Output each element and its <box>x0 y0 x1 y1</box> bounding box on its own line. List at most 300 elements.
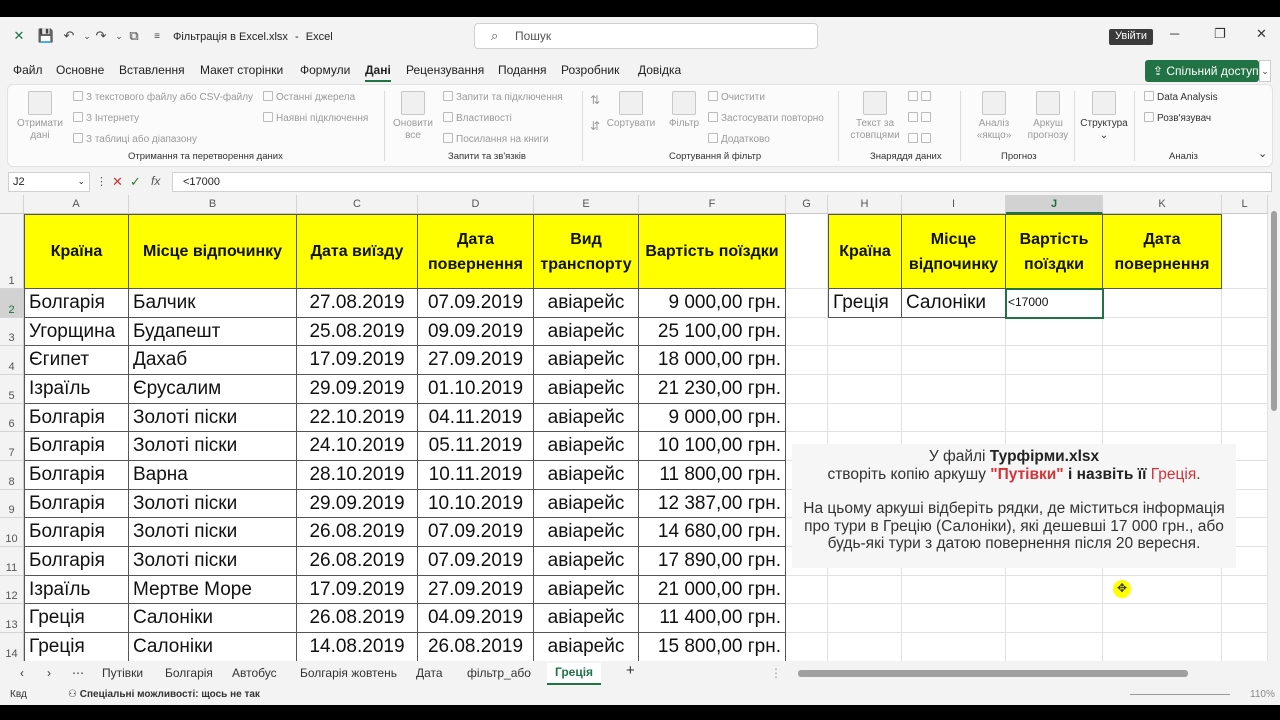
tab-insert[interactable]: Вставлення <box>119 63 185 77</box>
remove-duplicates-icon[interactable] <box>908 112 934 124</box>
close-icon[interactable]: ✕ <box>1256 26 1267 41</box>
cell[interactable] <box>828 576 902 604</box>
cell[interactable] <box>786 346 828 375</box>
app-name: Excel <box>305 31 333 43</box>
row-header-9[interactable]: 9 <box>0 490 24 518</box>
table-cell[interactable]: 9 000,00 грн. <box>639 289 786 318</box>
sheet-tab[interactable]: фільтр_або <box>467 666 531 680</box>
table-cell[interactable]: авіарейс <box>534 490 639 518</box>
window-title: Фільтрація в Excel.xlsx - Excel <box>173 31 333 43</box>
sheet-tab[interactable]: Дата <box>416 666 443 680</box>
sheet-tabs-bar <box>0 661 1280 685</box>
cell[interactable] <box>1103 633 1222 662</box>
table-cell[interactable]: 21 000,00 грн. <box>639 576 786 604</box>
worksheet-grid[interactable] <box>0 195 1268 669</box>
column-header-C[interactable]: C <box>297 195 418 214</box>
cell[interactable] <box>786 214 828 289</box>
cell[interactable] <box>902 375 1006 404</box>
data-analysis-button[interactable] <box>1144 91 1218 103</box>
cancel-icon[interactable]: ✕ <box>112 174 123 189</box>
collapse-ribbon-icon[interactable]: ⌄ <box>1258 148 1268 160</box>
table-cell[interactable]: Болгарія <box>24 432 129 461</box>
cell[interactable] <box>1222 604 1268 633</box>
customize-toolbar-icon[interactable]: ≡ <box>154 30 160 42</box>
data-analysis-icon <box>1144 91 1154 101</box>
table-cell[interactable]: Угорщина <box>24 318 129 346</box>
table-cell[interactable]: 01.10.2019 <box>418 375 534 404</box>
redo-icon[interactable]: ↷ <box>95 28 107 43</box>
table-cell[interactable]: Варна <box>129 461 297 490</box>
more-icon: ⋮ <box>96 176 107 188</box>
cell[interactable] <box>1103 318 1222 346</box>
table-cell[interactable]: Будапешт <box>129 318 297 346</box>
formula-bar <box>0 172 1280 194</box>
from-table-button[interactable] <box>73 133 197 145</box>
table-header[interactable]: Країна <box>24 214 129 289</box>
column-header-I[interactable]: I <box>902 195 1006 214</box>
data-validation-icon[interactable] <box>908 133 934 145</box>
properties-button[interactable] <box>443 112 512 124</box>
group-get-transform: Отримання та перетворення даних <box>128 151 283 162</box>
from-table-label: З таблиці або діапазону <box>86 134 197 145</box>
table-cell[interactable]: Мертве Море <box>129 576 297 604</box>
tab-help[interactable]: Довідка <box>638 63 682 77</box>
cell[interactable] <box>1103 404 1222 432</box>
reapply-button[interactable] <box>708 112 824 124</box>
sort-az-icon[interactable]: ⇅ <box>590 93 601 107</box>
status-bar <box>0 685 1280 705</box>
cell[interactable] <box>1222 633 1268 662</box>
cell[interactable] <box>1006 318 1103 346</box>
macro-icon[interactable]: ⧉ <box>129 28 139 43</box>
restore-icon[interactable]: ❐ <box>1214 26 1226 41</box>
ribbon <box>7 84 1273 167</box>
queries-connections-label: Запити та підключення <box>456 92 563 103</box>
ribbon-separator <box>1074 91 1075 161</box>
recent-icon <box>263 91 273 101</box>
table-cell[interactable]: авіарейс <box>534 432 639 461</box>
data-analysis-label: Data Analysis <box>1157 92 1218 103</box>
row-header-14[interactable]: 14 <box>0 633 24 662</box>
table-cell[interactable]: 26.08.2019 <box>297 547 418 576</box>
table-cell[interactable]: авіарейс <box>534 547 639 576</box>
edit-links-button[interactable] <box>443 133 549 145</box>
table-cell[interactable]: 07.09.2019 <box>418 289 534 318</box>
row-header-3[interactable]: 3 <box>0 318 24 346</box>
cell[interactable] <box>902 633 1006 662</box>
tab-page-layout[interactable]: Макет сторінки <box>200 63 284 77</box>
forecast-sheet-button[interactable] <box>1020 91 1076 142</box>
criteria-cell[interactable]: <17000 <box>1006 289 1103 318</box>
note-text: . <box>1196 465 1201 483</box>
criteria-header[interactable]: Вартість поїздки <box>1006 214 1103 289</box>
table-cell[interactable]: Золоті піски <box>129 404 297 432</box>
undo-dropdown-icon[interactable]: ⌄ <box>83 30 91 41</box>
table-cell[interactable]: авіарейс <box>534 461 639 490</box>
table-cell[interactable]: 07.09.2019 <box>418 547 534 576</box>
sheet-tab[interactable]: Болгарія <box>165 666 213 680</box>
tab-developer[interactable]: Розробник <box>561 63 620 77</box>
enter-icon[interactable]: ✓ <box>130 174 141 189</box>
vertical-scroll-thumb[interactable] <box>1271 211 1277 411</box>
table-cell[interactable]: Болгарія <box>24 490 129 518</box>
cell[interactable] <box>1103 346 1222 375</box>
minimize-icon[interactable]: ─ <box>1170 26 1180 41</box>
what-if-icon <box>982 91 1006 115</box>
table-cell[interactable]: 14 680,00 грн. <box>639 518 786 547</box>
row-header-4[interactable]: 4 <box>0 346 24 375</box>
table-cell[interactable]: Балчик <box>129 289 297 318</box>
table-cell[interactable]: Болгарія <box>24 547 129 576</box>
table-cell[interactable]: 10.10.2019 <box>418 490 534 518</box>
cell[interactable] <box>902 346 1006 375</box>
recent-sources-button[interactable] <box>263 91 355 103</box>
cell[interactable] <box>828 318 902 346</box>
select-all-corner[interactable] <box>0 195 24 214</box>
web-icon <box>73 112 83 122</box>
filter-label: Фільтр <box>668 118 700 129</box>
active-cell-border <box>1005 288 1104 319</box>
queries-connections-button[interactable] <box>443 91 563 103</box>
table-cell[interactable]: 27.09.2019 <box>418 346 534 375</box>
cell[interactable] <box>902 318 1006 346</box>
tab-view[interactable]: Подання <box>498 63 547 77</box>
table-cell[interactable]: 17.09.2019 <box>297 346 418 375</box>
cell[interactable] <box>786 318 828 346</box>
row-header-2[interactable]: 2 <box>0 289 24 318</box>
table-cell[interactable]: 29.09.2019 <box>297 375 418 404</box>
table-cell[interactable]: авіарейс <box>534 604 639 633</box>
more-sheets-icon[interactable]: ⋯ <box>72 666 84 680</box>
recent-sources-label: Останні джерела <box>276 92 356 103</box>
table-cell[interactable]: авіарейс <box>534 289 639 318</box>
row-header-6[interactable]: 6 <box>0 404 24 432</box>
table-header[interactable]: Вид транспорту <box>534 214 639 289</box>
ribbon-separator <box>384 91 385 161</box>
add-sheet-icon[interactable]: + <box>626 662 635 679</box>
table-cell[interactable]: Салоніки <box>129 604 297 633</box>
table-cell[interactable]: 11 400,00 грн. <box>639 604 786 633</box>
formula-text: <17000 <box>183 176 221 188</box>
search-placeholder: Пошук <box>515 29 552 43</box>
table-cell[interactable]: Золоті піски <box>129 432 297 461</box>
table-cell[interactable]: авіарейс <box>534 346 639 375</box>
table-cell[interactable]: Греція <box>24 604 129 633</box>
vertical-scrollbar[interactable] <box>1268 195 1280 669</box>
table-cell[interactable]: авіарейс <box>534 633 639 662</box>
outline-button[interactable]: Структура ⌄ <box>1076 91 1132 142</box>
cell[interactable] <box>828 375 902 404</box>
column-header-B[interactable]: B <box>129 195 297 214</box>
table-cell[interactable]: 05.11.2019 <box>418 432 534 461</box>
table-cell[interactable]: 17 890,00 грн. <box>639 547 786 576</box>
sheet-bar-more-icon[interactable]: ⋮ <box>770 666 782 680</box>
note-paragraph: На цьому аркуші відберіть рядки, де міститься інформація про тури в Грецію (Салоніки), які дешевші 17 000 грн., або будь-які тури з датою повернення після 20 вересня. <box>803 500 1225 552</box>
table-cell[interactable]: Золоті піски <box>129 518 297 547</box>
edit-links-label: Посилання на книги <box>456 134 549 145</box>
forecast-sheet-label: Аркуш прогнозу <box>1027 118 1069 141</box>
column-header-K[interactable]: K <box>1103 195 1222 214</box>
table-cell[interactable]: 04.11.2019 <box>418 404 534 432</box>
cell[interactable] <box>902 404 1006 432</box>
cell[interactable] <box>1006 346 1103 375</box>
cell[interactable] <box>1006 404 1103 432</box>
from-web-button[interactable] <box>73 112 139 124</box>
file-name: Фільтрація в Excel.xlsx <box>173 31 288 43</box>
row-header-7[interactable]: 7 <box>0 432 24 461</box>
ribbon-separator <box>960 91 961 161</box>
table-cell[interactable]: 28.10.2019 <box>297 461 418 490</box>
accessibility-icon: ⚇ <box>68 689 77 700</box>
from-csv-label: З текстового файлу або CSV-файлу <box>86 92 254 103</box>
table-cell[interactable]: 04.09.2019 <box>418 604 534 633</box>
cell[interactable] <box>1103 604 1222 633</box>
cell[interactable] <box>1006 375 1103 404</box>
criteria-cell[interactable]: Салоніки <box>902 289 1006 318</box>
criteria-header[interactable]: Дата повернення <box>1103 214 1222 289</box>
table-cell[interactable]: Болгарія <box>24 289 129 318</box>
cell[interactable] <box>902 576 1006 604</box>
redo-dropdown-icon[interactable]: ⌄ <box>115 30 123 41</box>
cell[interactable] <box>1006 633 1103 662</box>
column-header-D[interactable]: D <box>418 195 534 214</box>
column-header-L[interactable]: L <box>1222 195 1268 214</box>
search-box[interactable] <box>474 23 818 49</box>
share-dropdown-icon[interactable]: ⌄ <box>1259 60 1271 82</box>
column-header-G[interactable]: G <box>786 195 828 214</box>
table-cell[interactable]: 11 800,00 грн. <box>639 461 786 490</box>
queries-icon <box>443 91 453 101</box>
criteria-header[interactable]: Країна <box>828 214 902 289</box>
prev-sheet-icon[interactable]: ‹ <box>20 666 24 680</box>
filter-button[interactable] <box>662 91 706 130</box>
links-icon <box>443 133 453 143</box>
solver-button[interactable] <box>1144 112 1211 124</box>
name-box-dropdown-icon[interactable]: ⌄ <box>77 176 85 186</box>
column-header-E[interactable]: E <box>534 195 639 214</box>
insert-function-icon[interactable]: fx <box>151 174 161 188</box>
cell[interactable] <box>828 604 902 633</box>
formula-input[interactable] <box>172 172 1272 192</box>
existing-connections-button[interactable] <box>263 112 368 124</box>
table-cell[interactable]: авіарейс <box>534 404 639 432</box>
table-cell[interactable]: Ізраїль <box>24 576 129 604</box>
sort-za-icon[interactable]: ⇵ <box>590 119 601 133</box>
table-cell[interactable]: 09.09.2019 <box>418 318 534 346</box>
group-data-tools: Знаряддя даних <box>870 151 942 162</box>
table-header[interactable]: Дата повернення <box>418 214 534 289</box>
note-text: і назвіть її <box>1063 465 1151 483</box>
advanced-button[interactable] <box>708 133 770 145</box>
table-cell[interactable]: авіарейс <box>534 375 639 404</box>
cell[interactable] <box>1222 404 1268 432</box>
cell[interactable] <box>828 633 902 662</box>
ribbon-separator <box>1134 91 1135 161</box>
note-filename: Турфірми.xlsx <box>989 448 1100 465</box>
cell[interactable] <box>1006 576 1103 604</box>
accessibility-status[interactable] <box>68 689 260 700</box>
zoom-slider[interactable] <box>1130 694 1230 695</box>
cell[interactable] <box>786 289 828 318</box>
table-cell[interactable]: авіарейс <box>534 576 639 604</box>
cell[interactable] <box>1006 604 1103 633</box>
row-header-1[interactable]: 1 <box>0 214 24 289</box>
table-cell[interactable]: 27.08.2019 <box>297 289 418 318</box>
cell[interactable] <box>1103 375 1222 404</box>
table-cell[interactable]: 10.11.2019 <box>418 461 534 490</box>
criteria-cell[interactable] <box>1103 289 1222 318</box>
table-cell[interactable]: Золоті піски <box>129 490 297 518</box>
table-cell[interactable]: 24.10.2019 <box>297 432 418 461</box>
table-cell[interactable]: авіарейс <box>534 518 639 547</box>
table-cell[interactable]: 21 230,00 грн. <box>639 375 786 404</box>
cell[interactable] <box>786 404 828 432</box>
table-cell[interactable]: 07.09.2019 <box>418 518 534 547</box>
accessibility-label: Спеціальні можливості: щось не так <box>79 689 260 700</box>
cell[interactable] <box>786 375 828 404</box>
row-header-11[interactable]: 11 <box>0 547 24 576</box>
table-cell[interactable]: 15 800,00 грн. <box>639 633 786 662</box>
what-if-button[interactable] <box>966 91 1022 142</box>
cell[interactable] <box>786 576 828 604</box>
table-cell[interactable]: 27.09.2019 <box>418 576 534 604</box>
note-target-sheet: Греція <box>1150 465 1197 483</box>
sort-button[interactable] <box>606 91 656 130</box>
tab-file[interactable]: Файл <box>13 63 43 77</box>
tab-review[interactable]: Рецензування <box>406 63 485 77</box>
text-to-columns-button[interactable] <box>846 91 904 142</box>
column-header-H[interactable]: H <box>828 195 902 214</box>
cell[interactable] <box>1222 318 1268 346</box>
row-header-10[interactable]: 10 <box>0 518 24 547</box>
table-header[interactable]: Вартість поїздки <box>639 214 786 289</box>
horizontal-scrollbar[interactable] <box>788 669 1266 678</box>
cell[interactable] <box>902 604 1006 633</box>
criteria-header[interactable]: Місце відпочинку <box>902 214 1006 289</box>
title-bar <box>0 17 1280 57</box>
table-cell[interactable]: 12 387,00 грн. <box>639 490 786 518</box>
table-cell[interactable]: 26.08.2019 <box>297 604 418 633</box>
share-button[interactable]: ⇪ Спільний доступ <box>1145 60 1259 82</box>
cell[interactable] <box>786 604 828 633</box>
table-cell[interactable]: Дахаб <box>129 346 297 375</box>
column-header-J[interactable]: J <box>1006 195 1103 214</box>
sort-icon <box>619 91 643 115</box>
horizontal-scroll-thumb[interactable] <box>798 670 1188 677</box>
cell[interactable] <box>1222 576 1268 604</box>
table-cell[interactable]: 9 000,00 грн. <box>639 404 786 432</box>
row-header-8[interactable]: 8 <box>0 461 24 490</box>
table-cell[interactable]: 10 100,00 грн. <box>639 432 786 461</box>
sheet-tab[interactable]: Болгарія жовтень <box>300 666 397 680</box>
note-source-sheet: "Путівки" <box>990 465 1064 483</box>
table-cell[interactable]: 26.08.2019 <box>297 518 418 547</box>
table-cell[interactable]: Болгарія <box>24 461 129 490</box>
table-cell[interactable]: 25 100,00 грн. <box>639 318 786 346</box>
cell[interactable] <box>828 346 902 375</box>
table-cell[interactable]: Болгарія <box>24 404 129 432</box>
sheet-tab[interactable]: Путівки <box>102 666 144 680</box>
sign-in-button[interactable]: Увійти <box>1109 29 1153 45</box>
filter-icon <box>672 91 696 115</box>
advanced-label: Додатково <box>721 134 770 145</box>
table-cell[interactable]: Салоніки <box>129 633 297 662</box>
table-cell[interactable]: Єрусалим <box>129 375 297 404</box>
text-to-columns-label: Текст за стовпцями <box>850 118 900 141</box>
flash-fill-icon[interactable] <box>908 91 934 103</box>
from-csv-button[interactable] <box>73 91 253 103</box>
clear-button[interactable] <box>708 91 765 103</box>
save-icon[interactable]: 💾 <box>37 28 55 43</box>
note-text: створіть копію аркушу <box>827 465 991 483</box>
tab-home[interactable]: Основне <box>56 63 105 77</box>
cell[interactable] <box>1222 346 1268 375</box>
table-cell[interactable]: 29.09.2019 <box>297 490 418 518</box>
table-header[interactable]: Місце відпочинку <box>129 214 297 289</box>
outline-label: Структура <box>1080 118 1128 129</box>
get-data-label: Отримати дані <box>17 118 63 141</box>
column-header-F[interactable]: F <box>639 195 786 214</box>
sort-label: Сортувати <box>606 118 656 129</box>
table-cell[interactable]: Греція <box>24 633 129 662</box>
row-header-5[interactable]: 5 <box>0 375 24 404</box>
group-queries: Запити та зв'язків <box>448 151 526 162</box>
tab-formulas[interactable]: Формули <box>300 63 351 77</box>
table-cell[interactable]: 25.08.2019 <box>297 318 418 346</box>
cell[interactable] <box>786 633 828 662</box>
get-data-button[interactable] <box>14 91 66 142</box>
cell[interactable] <box>1222 214 1268 289</box>
undo-icon[interactable]: ↶ <box>63 28 75 43</box>
table-cell[interactable]: Ізраїль <box>24 375 129 404</box>
properties-icon <box>443 112 453 122</box>
criteria-cell[interactable]: Греція <box>828 289 902 318</box>
from-web-label: З Інтернету <box>86 113 140 124</box>
sheet-tab[interactable]: Греція <box>547 663 601 685</box>
table-cell[interactable]: Золоті піски <box>129 547 297 576</box>
column-header-A[interactable]: A <box>24 195 129 214</box>
cell[interactable] <box>1222 289 1268 318</box>
clear-label: Очистити <box>721 92 765 103</box>
ribbon-separator <box>838 91 839 161</box>
clear-icon <box>708 91 718 101</box>
row-header-13[interactable]: 13 <box>0 604 24 633</box>
reapply-label: Застосувати повторно <box>721 113 824 124</box>
table-cell[interactable]: 18 000,00 грн. <box>639 346 786 375</box>
sheet-tab[interactable]: Автобус <box>232 666 277 680</box>
excel-window <box>0 17 1280 705</box>
table-cell[interactable]: авіарейс <box>534 318 639 346</box>
table-cell[interactable]: 26.08.2019 <box>418 633 534 662</box>
zoom-level[interactable]: 110% <box>1250 689 1275 700</box>
table-cell[interactable]: 14.08.2019 <box>297 633 418 662</box>
refresh-all-button[interactable] <box>388 91 438 142</box>
tab-data[interactable]: Дані <box>365 63 391 77</box>
name-box[interactable] <box>8 172 90 192</box>
row-header-12[interactable]: 12 <box>0 576 24 604</box>
table-cell[interactable]: 22.10.2019 <box>297 404 418 432</box>
cell[interactable] <box>828 404 902 432</box>
existing-connections-label: Наявні підключення <box>276 113 369 124</box>
cell[interactable] <box>1222 375 1268 404</box>
next-sheet-icon[interactable]: › <box>47 666 51 680</box>
text-file-icon <box>73 91 83 101</box>
refresh-icon <box>401 91 425 115</box>
table-cell[interactable]: Болгарія <box>24 518 129 547</box>
table-cell[interactable]: Єгипет <box>24 346 129 375</box>
table-header[interactable]: Дата виїзду <box>297 214 418 289</box>
table-cell[interactable]: 17.09.2019 <box>297 576 418 604</box>
